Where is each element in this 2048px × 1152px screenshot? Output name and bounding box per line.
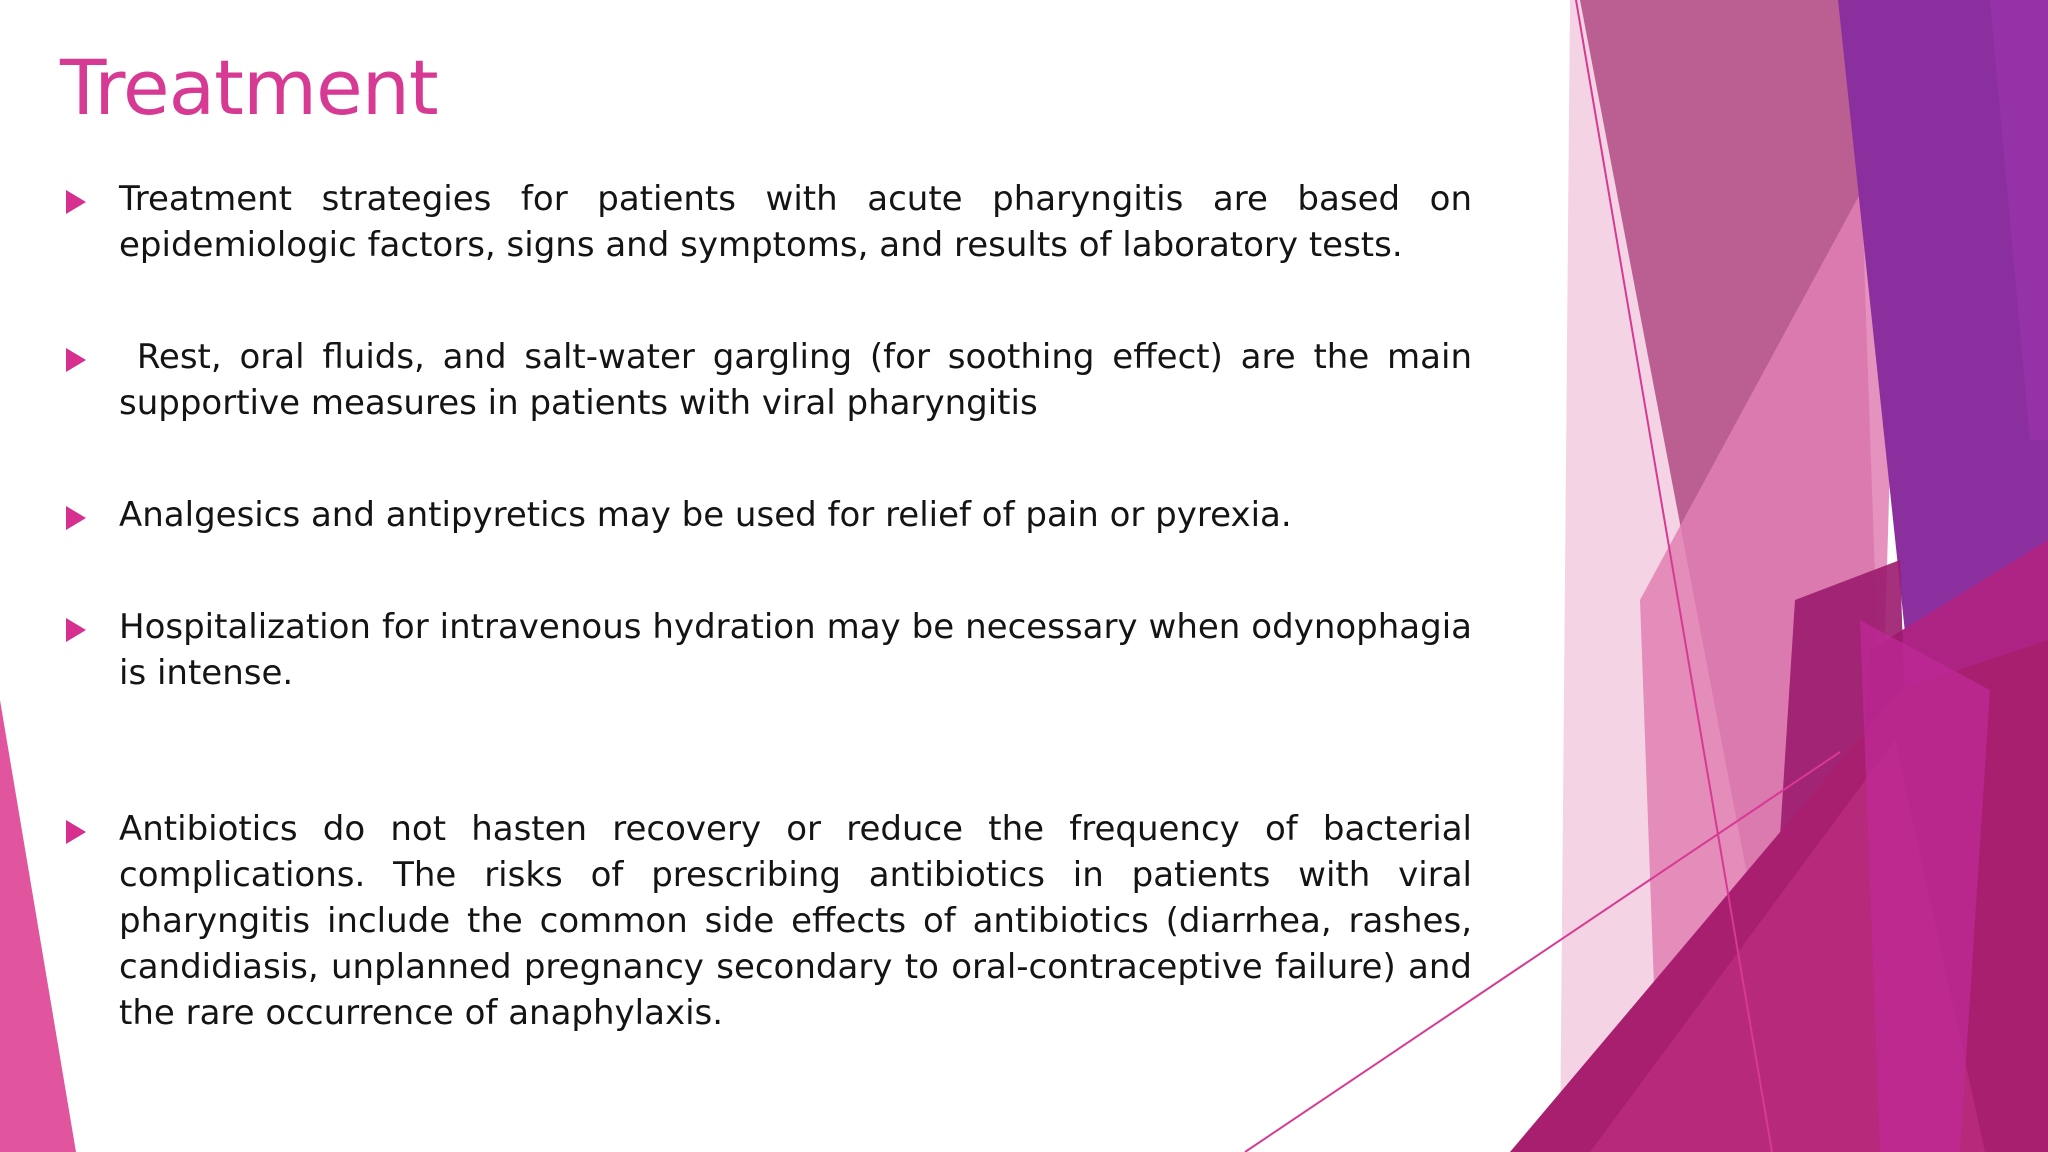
bullet-arrow-icon xyxy=(66,190,86,214)
bullet-text: Treatment strategies for patients with acute pharyngitis are based on epidemiologic factors, signs and symptoms, and results of laboratory tests. xyxy=(119,179,1472,265)
bullet-text: Hospitalization for intravenous hydration may be necessary when odynophagia is intense. xyxy=(119,607,1472,693)
bullet-arrow-icon xyxy=(66,820,86,844)
bullet-arrow-icon xyxy=(66,348,86,372)
bullet-arrow-icon xyxy=(66,506,86,530)
bullet-text: Antibiotics do not hasten recovery or reduce the frequency of bacterial complications. The risks of prescribing antibiotics in patients with viral pharyngitis include the common side effects of antibiotics (diarrhea, rashes, candidiasis, unplanned pregnancy secondary to oral-contraceptive failure) and the rare occurrence of anaphylaxis. xyxy=(119,809,1472,1033)
bullet-arrow-icon xyxy=(66,618,86,642)
slide-title: Treatment xyxy=(60,43,438,132)
bullet-text: Analgesics and antipyretics may be used for relief of pain or pyrexia. xyxy=(119,495,1292,535)
bullet-text: Rest, oral fluids, and salt-water gargling (for soothing effect) are the main supportive measures in patients with viral pharyngitis xyxy=(119,337,1483,423)
